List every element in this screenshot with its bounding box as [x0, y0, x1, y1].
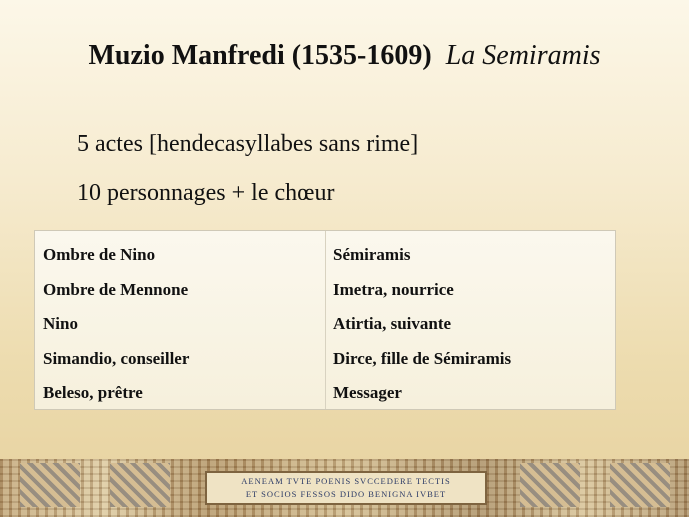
cast-column-right: [326, 231, 615, 409]
cast-cell: Atirtia, suivante: [333, 314, 452, 333]
fresco-panel: [610, 463, 670, 507]
title-work: La Semiramis: [445, 40, 601, 71]
acts-line: 5 actes [hendecasyllabes sans rime]: [77, 131, 419, 157]
fresco-inscription: [205, 471, 487, 505]
cast-cell: Ombre de Mennone: [43, 279, 189, 299]
slide-title: [0, 40, 689, 72]
fresco-panel: [110, 463, 170, 507]
cast-cell: Imetra, nourrice: [333, 279, 454, 299]
fresco-panel: [520, 463, 580, 507]
inscription-line: AENEAM TVTE POENIS SVCCEDERE TECTIS: [241, 476, 451, 486]
cast-column-left: [35, 231, 326, 409]
cast-table: [34, 230, 616, 410]
inscription-line: ET SOCIOS FESSOS DIDO BENIGNA IVBET: [245, 489, 447, 499]
title-author: Muzio Manfredi (1535-1609): [88, 40, 432, 71]
cast-cell: Beleso, prêtre: [43, 383, 143, 402]
cast-cell: Ombre de Nino: [43, 245, 156, 264]
cast-cell: Sémiramis: [333, 245, 411, 264]
fresco-panel: [20, 463, 80, 507]
cast-cell: Nino: [43, 314, 78, 333]
cast-cell: Simandio, conseiller: [43, 348, 190, 368]
characters-line: 10 personnages + le chœur: [77, 180, 335, 206]
fresco-image: [0, 459, 689, 517]
cast-cell: Dirce, fille de Sémiramis: [333, 348, 512, 368]
cast-cell: Messager: [333, 383, 402, 402]
